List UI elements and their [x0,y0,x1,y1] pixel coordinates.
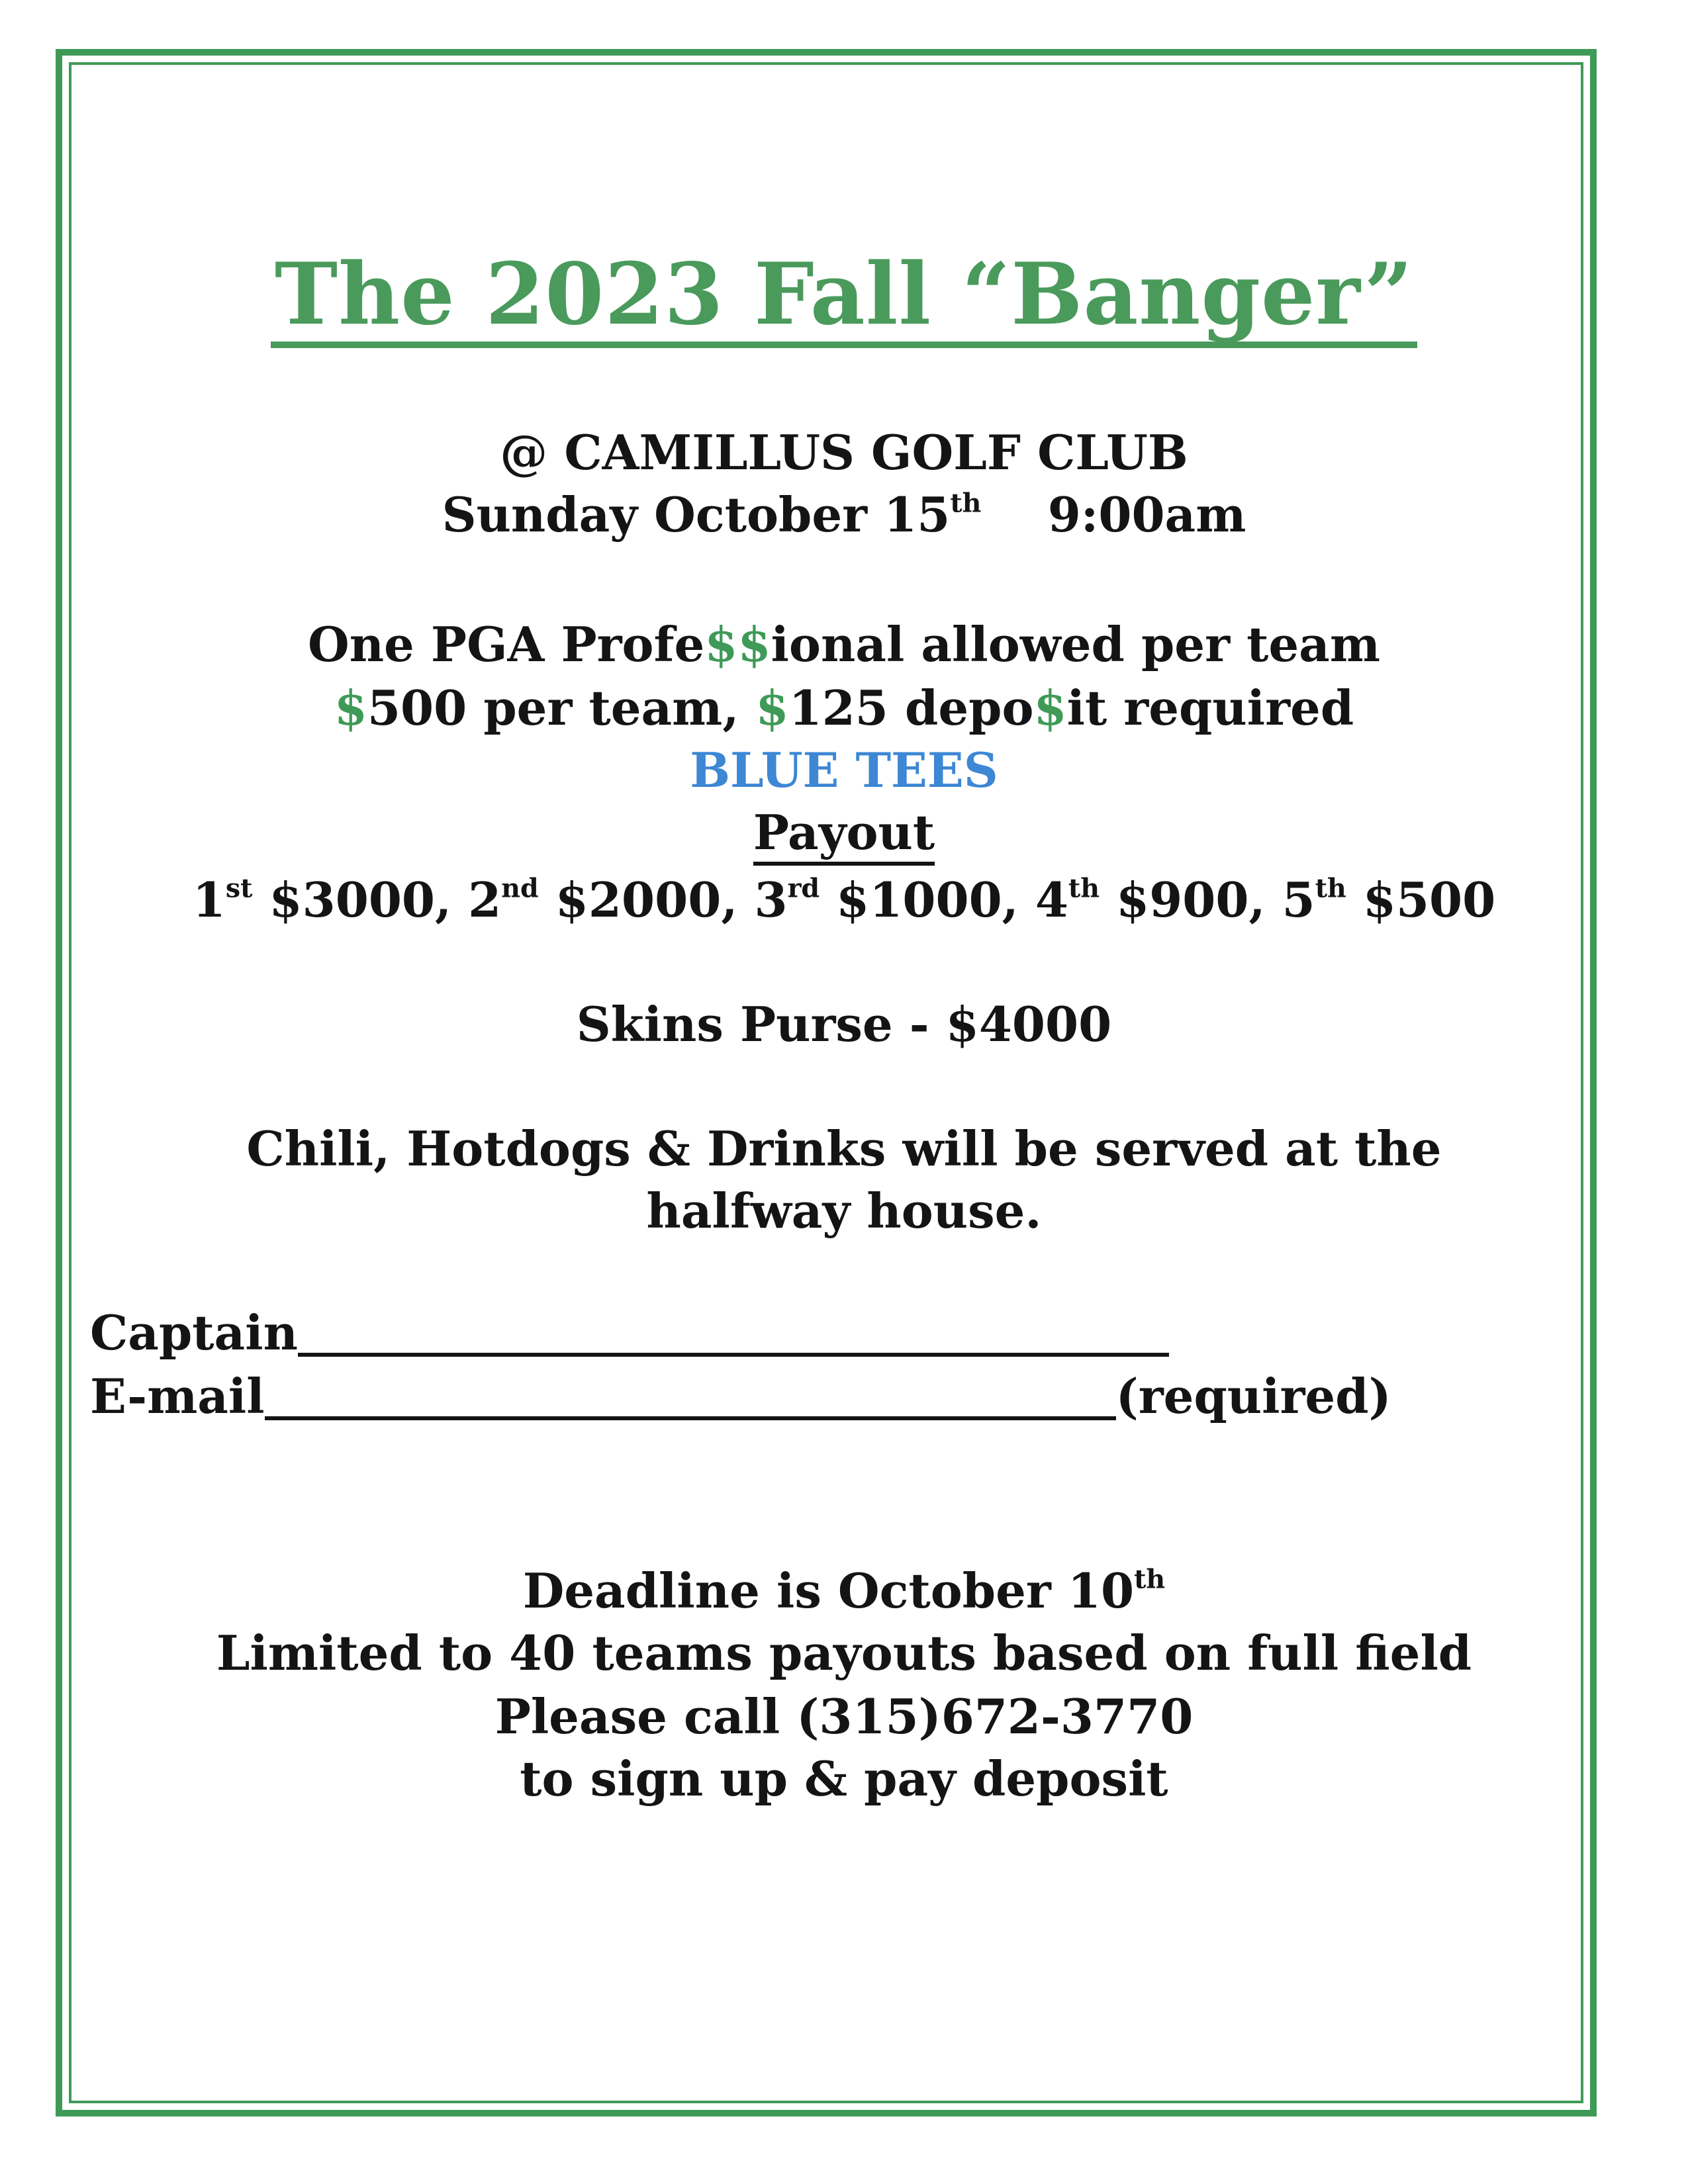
place-amount: $3000 [269,872,436,928]
deadline-suffix: th [1134,1564,1166,1595]
email-row [90,1368,1391,1424]
skins-purse: Skins Purse - $4000 [576,996,1112,1052]
captain-label: Captain [90,1304,298,1361]
payout-heading-text: Payout [753,804,935,866]
place-number: 2 [468,872,502,928]
place-number: 1 [192,872,226,928]
payout-place [193,872,435,928]
fee-text-1: 500 per team, [367,680,756,736]
event-day-suffix: th [950,488,982,519]
payout-place [1282,872,1496,928]
pro-rule-dollars: $$ [704,616,771,672]
event-date [0,486,1688,543]
captain-blank[interactable] [298,1313,1169,1357]
event-day: Sunday October 15 [442,486,951,543]
food-line-2: halfway house. [646,1183,1042,1239]
place-suffix: th [1068,873,1100,904]
email-blank[interactable] [265,1377,1116,1420]
payout-heading [0,804,1688,860]
tees: BLUE TEES [690,742,998,798]
place-number: 5 [1282,872,1315,928]
place-amount: $500 [1362,872,1496,928]
signup-line: to sign up & pay deposit [520,1751,1168,1807]
place-suffix: nd [501,873,539,904]
payout-place [754,872,1002,928]
place-number: 4 [1035,872,1068,928]
fee-dollar-1: $ [334,680,367,736]
place-suffix: rd [787,873,820,904]
pro-rule-text-a: One PGA Profe [307,616,705,672]
place-suffix: th [1315,873,1346,904]
phone-line: Please call (315)672-3770 [494,1688,1194,1745]
place-suffix: st [225,873,253,904]
pro-rule-text-b: ional allowed per team [771,616,1381,672]
entry-fee [0,680,1688,736]
flyer-title: The 2023 Fall “Banger” [271,250,1417,348]
venue: @ CAMILLUS GOLF CLUB [500,424,1188,480]
captain-row [90,1304,1169,1361]
place-amount: $1000 [836,872,1002,928]
payout-place [1035,872,1249,928]
payout-place [468,872,721,928]
email-label: E-mail [90,1368,265,1424]
food-line-1: Chili, Hotdogs & Drinks will be served at the [246,1120,1442,1177]
event-time: 9:00am [1047,486,1246,543]
fee-text-3: it required [1066,680,1354,736]
deadline [0,1563,1688,1619]
place-number: 3 [754,872,788,928]
fee-dollar-2: $ [755,680,789,736]
place-amount: $900 [1116,872,1249,928]
deadline-text: Deadline is October 10 [522,1563,1135,1619]
email-required-note: (required) [1115,1368,1391,1424]
fee-dollar-3: $ [1033,680,1067,736]
title-wrap [0,245,1688,348]
pro-rule [0,616,1688,672]
payout-list: 1st $3000, 2nd $2000, 3rd $1000, 4th $900, 5th $500 [192,872,1496,928]
team-limit: Limited to 40 teams payouts based on full field [216,1625,1472,1681]
fee-text-2: 125 depo [788,680,1034,736]
place-amount: $2000 [555,872,722,928]
